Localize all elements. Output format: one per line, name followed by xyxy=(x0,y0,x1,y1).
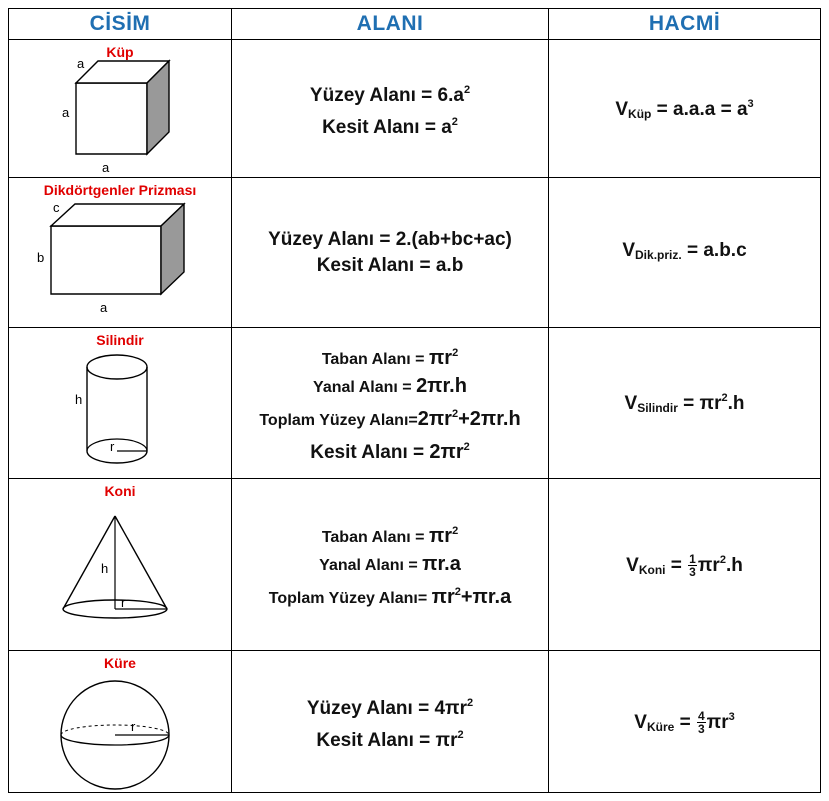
shape-title: Küp xyxy=(106,44,134,60)
area-line: Yüzey Alanı = $4\pi r^2$ xyxy=(306,696,474,719)
cylinder-figure xyxy=(9,328,231,479)
cylinder-label-radius: r xyxy=(110,439,115,454)
volume-formula: $V_{Koni}$ = $\frac{1}{3}$ $\pi r^2.h$ xyxy=(626,551,743,579)
cube-figure xyxy=(9,40,231,178)
area-line: Yanal Alanı = πr.a xyxy=(319,552,461,575)
fraction: $\frac{4}{3}$ xyxy=(697,708,705,736)
volume-cell xyxy=(549,479,821,651)
area-cell xyxy=(232,328,549,479)
shape-cell-sphere xyxy=(9,651,232,793)
cube-label-side: a xyxy=(62,105,70,120)
area-line: Toplam Yüzey $Alanı=2\pi r^2+2\pi r.h$ xyxy=(259,408,521,430)
shape-title: Silindir xyxy=(96,332,144,348)
shape-cell-cone xyxy=(9,479,232,651)
area-line: Taban Alanı = $\pi r^2$ xyxy=(321,524,459,547)
header-shape: CİSİM xyxy=(9,9,232,40)
shape-cell-cylinder xyxy=(9,328,232,479)
shape-title: Koni xyxy=(104,483,136,499)
area-line: Yüzey Alanı = $6.a^2$ xyxy=(309,83,471,106)
header-area: ALANI xyxy=(232,9,549,40)
prism-figure xyxy=(9,178,231,328)
area-cell xyxy=(232,479,549,651)
sphere-label-radius: r xyxy=(131,719,136,734)
prism-label-side: b xyxy=(37,250,45,265)
area-line: Taban Alanı = $\pi r^2$ xyxy=(321,347,459,369)
area-cell xyxy=(232,651,549,793)
area-line: Kesit Alanı = $a^2$ xyxy=(322,115,458,138)
cone-label-radius: r xyxy=(121,595,126,610)
table-row xyxy=(9,479,821,651)
area-line: Yanal Alanı = 2πr.h xyxy=(313,375,467,397)
shape-title: Küre xyxy=(104,655,136,671)
table-row xyxy=(9,178,821,328)
table-row xyxy=(9,328,821,479)
prism-label-bottom: a xyxy=(100,300,108,315)
area-line: Kesit Alanı = a.b xyxy=(316,254,464,276)
volume-cell xyxy=(549,328,821,479)
area-line: Kesit Alanı = $\pi r^2$ xyxy=(316,728,464,751)
volume-formula: $V_{Silindir} = \pi r^2.h$ xyxy=(624,392,745,415)
cone-figure xyxy=(9,479,231,651)
area-line: Toplam Yüzey Alanı= $\pi r^2+\pi r.a$ xyxy=(268,585,512,608)
cube-label-top: a xyxy=(77,56,85,71)
shape-title: Dikdörtgenler Prizması xyxy=(43,182,197,198)
cube-label-bottom: a xyxy=(102,160,110,175)
sphere-figure xyxy=(9,651,231,793)
area-cell xyxy=(232,178,549,328)
shape-cell-prism xyxy=(9,178,232,328)
shape-cell-cube xyxy=(9,40,232,178)
area-line: Kesit Alanı = $2\pi r^2$ xyxy=(310,441,470,463)
area-line: Yüzey Alanı = 2.(ab+bc+ac) xyxy=(268,228,512,250)
prism-label-top: c xyxy=(53,200,60,215)
volume-formula: $V_{Küre}$ = $\frac{4}{3}$ $\pi r^3$ xyxy=(634,708,735,736)
volume-formula: $V_{Dik.priz.} = a.b.c$ xyxy=(622,239,747,262)
table-row xyxy=(9,651,821,793)
volume-cell xyxy=(549,651,821,793)
header-row xyxy=(9,9,821,40)
header-volume: HACMİ xyxy=(549,9,821,40)
area-cell xyxy=(232,40,549,178)
cone-label-height: h xyxy=(101,561,109,576)
table-row xyxy=(9,40,821,178)
formula-table xyxy=(8,8,821,793)
volume-cell xyxy=(549,40,821,178)
volume-formula: $V_{Küp} = a.a.a = a^3$ xyxy=(615,97,754,121)
volume-cell xyxy=(549,178,821,328)
fraction: $\frac{1}{3}$ xyxy=(689,551,696,579)
cylinder-label-height: h xyxy=(75,392,83,407)
